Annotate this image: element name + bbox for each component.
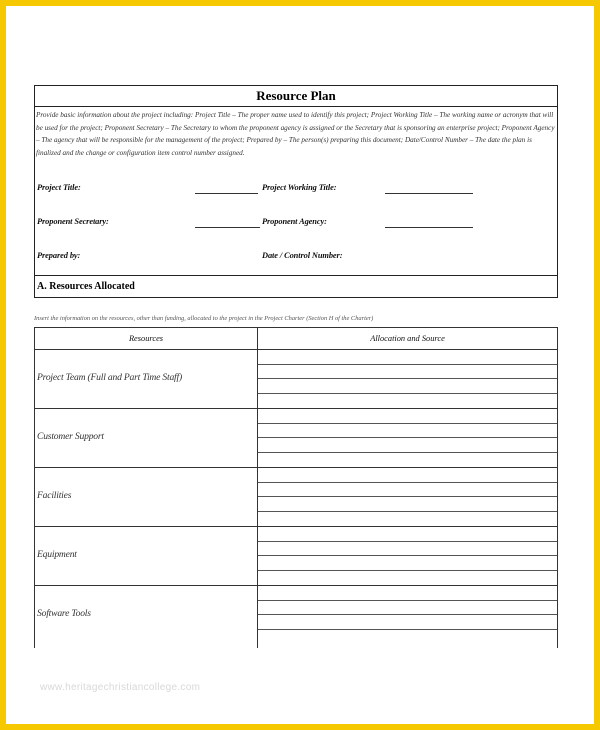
allocation-line[interactable] (258, 364, 557, 365)
row-label-facilities: Facilities (37, 490, 72, 501)
allocation-line[interactable] (258, 541, 557, 542)
allocation-line[interactable] (258, 378, 557, 379)
allocation-line[interactable] (258, 452, 557, 453)
allocation-line[interactable] (258, 423, 557, 424)
table-header (35, 328, 557, 350)
instruction-text: Insert the information on the resources, other than funding, allocated to the project in the Project Charter (Section H of the Charter) (34, 315, 374, 322)
project-title-blank[interactable] (195, 193, 258, 194)
watermark: www.heritagechristiancollege.com (40, 682, 201, 693)
allocation-line[interactable] (258, 614, 557, 615)
project-title-label: Project Title: (37, 183, 81, 192)
proponent-agency-label: Proponent Agency: (262, 217, 327, 226)
allocation-line[interactable] (258, 437, 557, 438)
row-label-equipment: Equipment (37, 549, 77, 560)
row-label-software-tools: Software Tools (37, 608, 91, 619)
row-label-customer-support: Customer Support (37, 431, 104, 442)
table-row (35, 468, 557, 527)
header-allocation-source: Allocation and Source (370, 334, 445, 343)
allocation-line[interactable] (258, 555, 557, 556)
allocation-line[interactable] (258, 511, 557, 512)
table-row (35, 409, 557, 468)
allocation-line[interactable] (258, 600, 557, 601)
allocation-line[interactable] (258, 482, 557, 483)
document-title: Resource Plan (35, 86, 557, 107)
date-control-label: Date / Control Number: (262, 251, 343, 260)
table-row (35, 527, 557, 586)
allocation-line[interactable] (258, 393, 557, 394)
table-row (35, 350, 557, 409)
proponent-agency-blank[interactable] (385, 227, 473, 228)
section-a-heading: A. Resources Allocated (35, 275, 557, 298)
resource-plan-form (34, 85, 558, 298)
project-fields (35, 179, 557, 275)
row-label-project-team: Project Team (Full and Part Time Staff) (37, 372, 182, 383)
proponent-secretary-label: Proponent Secretary: (37, 217, 109, 226)
intro-text: Provide basic information about the project including: Project Title – The proper name used to identify this project; Project Working Title – The working name or acronym that will be used for the project; Proponent Secretary – The Secretary to whom the proponent agency is assigned or the Secretary that is sponsoring an enterprise project; Proponent Agency – The agency that will be responsible for the management of the project; Prepared by – The person(s) preparing this document; Date/Control Number – The date the plan is finalized and the change or configuration item control number assigned. (36, 111, 555, 157)
prepared-by-label: Prepared by: (37, 251, 81, 260)
table-row (35, 586, 557, 644)
proponent-secretary-blank[interactable] (195, 227, 260, 228)
header-resources: Resources (128, 334, 164, 343)
resources-table (34, 327, 558, 648)
project-working-title-label: Project Working Title: (262, 183, 337, 192)
allocation-line[interactable] (258, 570, 557, 571)
allocation-line[interactable] (258, 629, 557, 630)
allocation-line[interactable] (258, 496, 557, 497)
project-working-title-blank[interactable] (385, 193, 473, 194)
